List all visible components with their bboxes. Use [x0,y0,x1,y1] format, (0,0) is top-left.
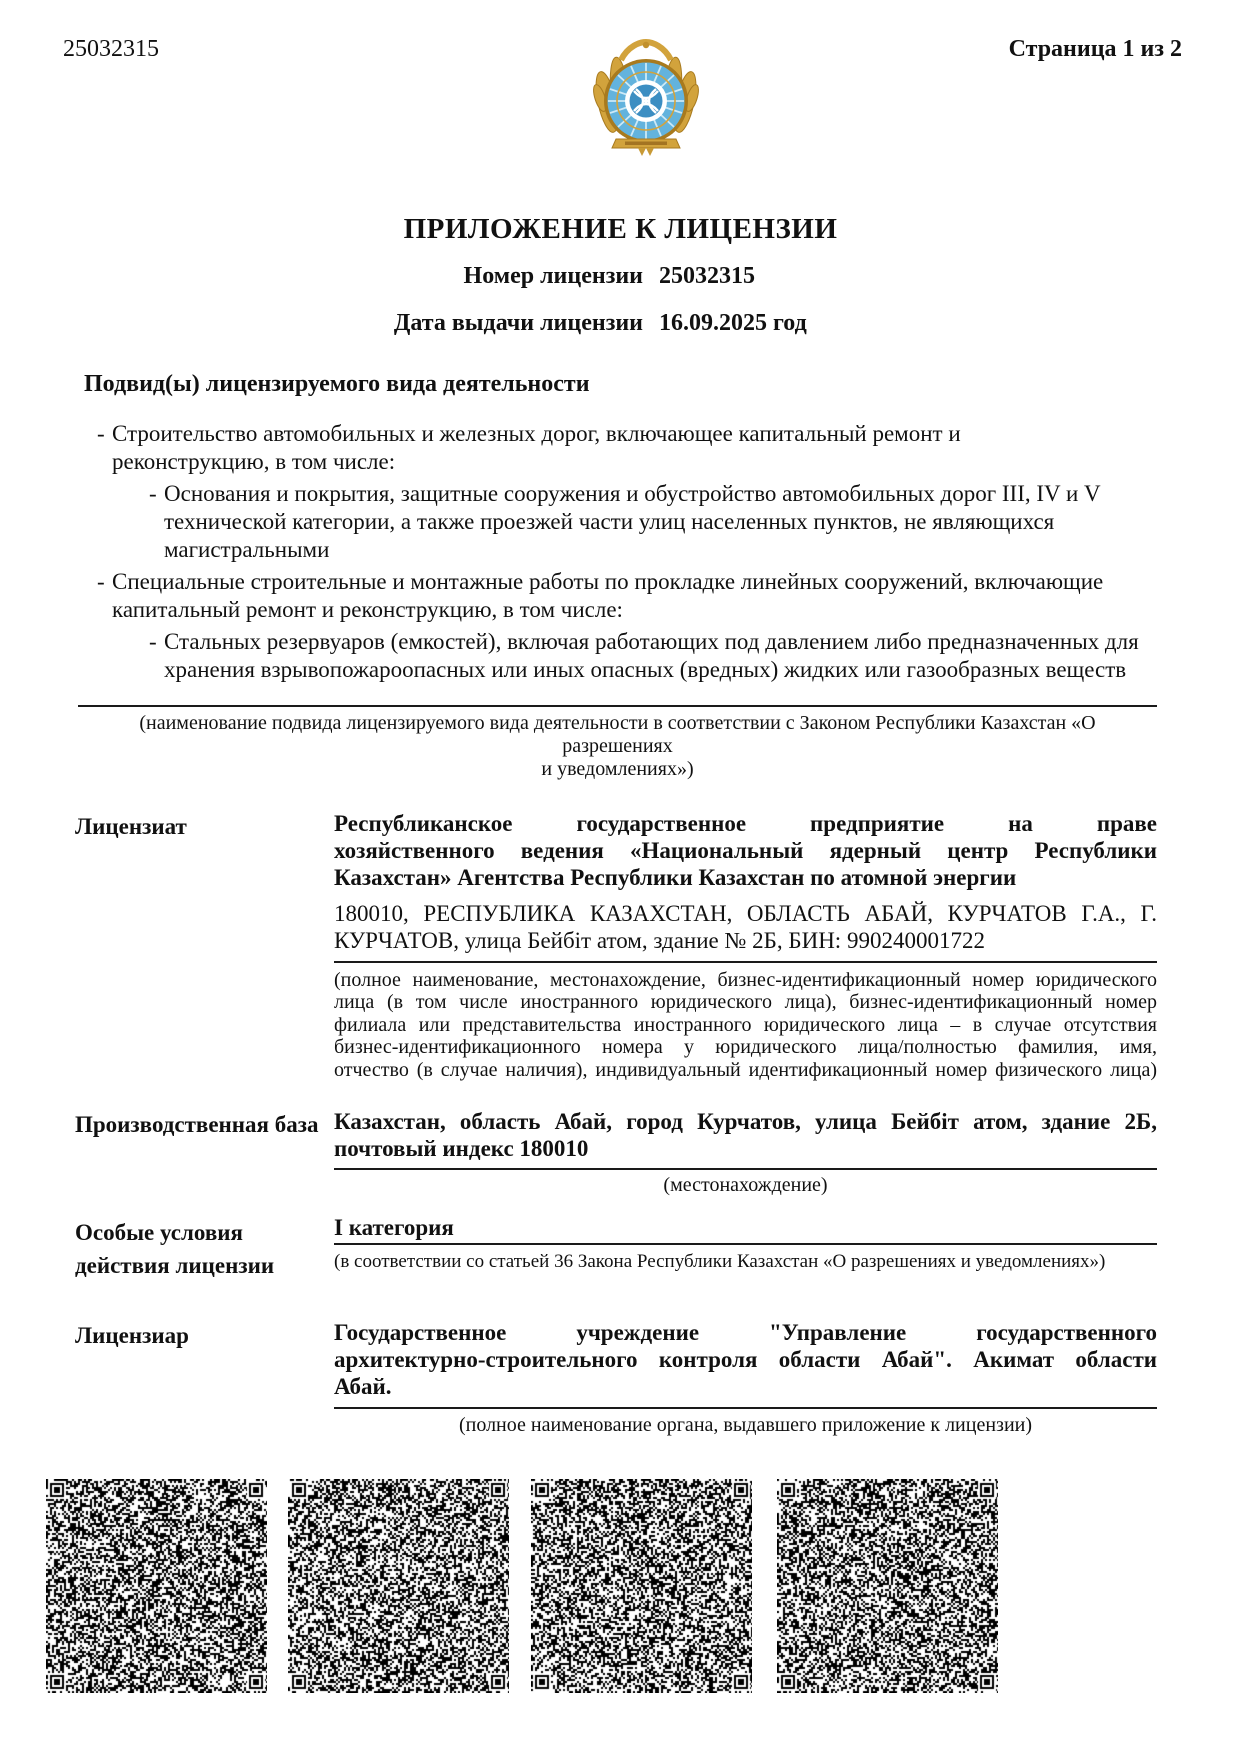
licensee-label: Лицензиат [75,814,187,839]
licensor-value: Государственное учреждение "Управление государственного архитектурно-строительного контроля области Абай". Акимат области Абай. [334,1320,1157,1399]
subtypes-heading: Подвид(ы) лицензируемого вида деятельности [84,371,590,397]
divider [334,1243,1157,1245]
subtypes-list [0,420,1157,688]
divider [334,1168,1157,1170]
page-indicator: Страница 1 из 2 [1008,36,1182,62]
license-number-value: 25032315 [659,263,755,289]
production-base-value: Казахстан, область Абай, город Курчатов, улица Бейбіт атом, здание 2Б, почтовый индекс 180010 [334,1109,1157,1161]
license-date-row [0,310,1241,340]
special-conditions-value: I категория [334,1215,454,1240]
license-number-label: Номер лицензии [463,263,643,289]
divider [334,961,1157,963]
divider [334,1407,1157,1409]
qr-code-1 [46,1479,267,1693]
special-conditions-label: Особые условия действия лицензии [75,1220,275,1278]
special-conditions-footnote: (в соответствии со статьей 36 Закона Республики Казахстан «О разрешениях и уведомлениях») [334,1251,1106,1272]
qr-code-4 [777,1479,998,1693]
license-date-label: Дата выдачи лицензии [393,310,643,336]
licensor-label: Лицензиар [75,1323,189,1348]
licensor-footnote: (полное наименование органа, выдавшего приложение к лицензии) [458,1414,1033,1436]
production-base-label: Производственная база [75,1112,319,1137]
divider [78,705,1157,707]
license-date-value: 16.09.2025 год [659,310,807,336]
licensee-name: Республиканское государственное предприятие на праве хозяйственного ведения «Национальный ядерный центр Республики Казахстан» Агентства Республики Казахстан по атомной энергии [334,811,1157,890]
document-number-top: 25032315 [63,36,159,62]
licensee-footnote: (полное наименование, местонахождение, бизнес-идентификационный номер юридического лица (в том числе иностранного юридического лица), бизнес-идентификационный номер филиала или представительства иностранного юридического лица – в случае отсутствия бизнес-идентификационного номера у юридического лица/полностью фамилия, имя, отчество (в случае наличия), индивидуальный идентификационный номер физического лица) [334,969,1157,1081]
list-item: - Строительство автомобильных и железных дорог, включающее капитальный ремонт и реконструкцию, в том числе: [0,420,1157,476]
qr-code-2 [288,1479,509,1693]
page-title: ПРИЛОЖЕНИЕ К ЛИЦЕНЗИИ [403,213,838,245]
list-item: - Основания и покрытия, защитные сооружения и обустройство автомобильных дорог III, IV и V технической категории, а также проезжей части улиц населенных пунктов, не являющихся магистральными [0,480,1157,564]
list-item: - Специальные строительные и монтажные работы по прокладке линейных сооружений, включающие капитальный ремонт и реконструкцию, в том числе: [0,568,1157,624]
qr-code-3 [531,1479,752,1693]
production-base-footnote: (местонахождение) [663,1174,828,1196]
license-number-row [0,263,1241,293]
list-item: - Стальных резервуаров (емкостей), включая работающих под давлением либо предназначенных для хранения взрывопожароопасных или иных опасных (вредных) жидких или газообразных веществ [0,628,1157,684]
licensee-address: 180010, РЕСПУБЛИКА КАЗАХСТАН, ОБЛАСТЬ АБАЙ, КУРЧАТОВ Г.А., Г. КУРЧАТОВ, улица Бейбіт атом, здание № 2Б, БИН: 990240001722 [334,901,1157,953]
subtypes-footnote: (наименование подвида лицензируемого вида деятельности в соответствии с Законом Республики Казахстан «О разрешениях и уведомлениях») [139,712,1096,780]
kazakhstan-emblem-icon [583,38,709,164]
